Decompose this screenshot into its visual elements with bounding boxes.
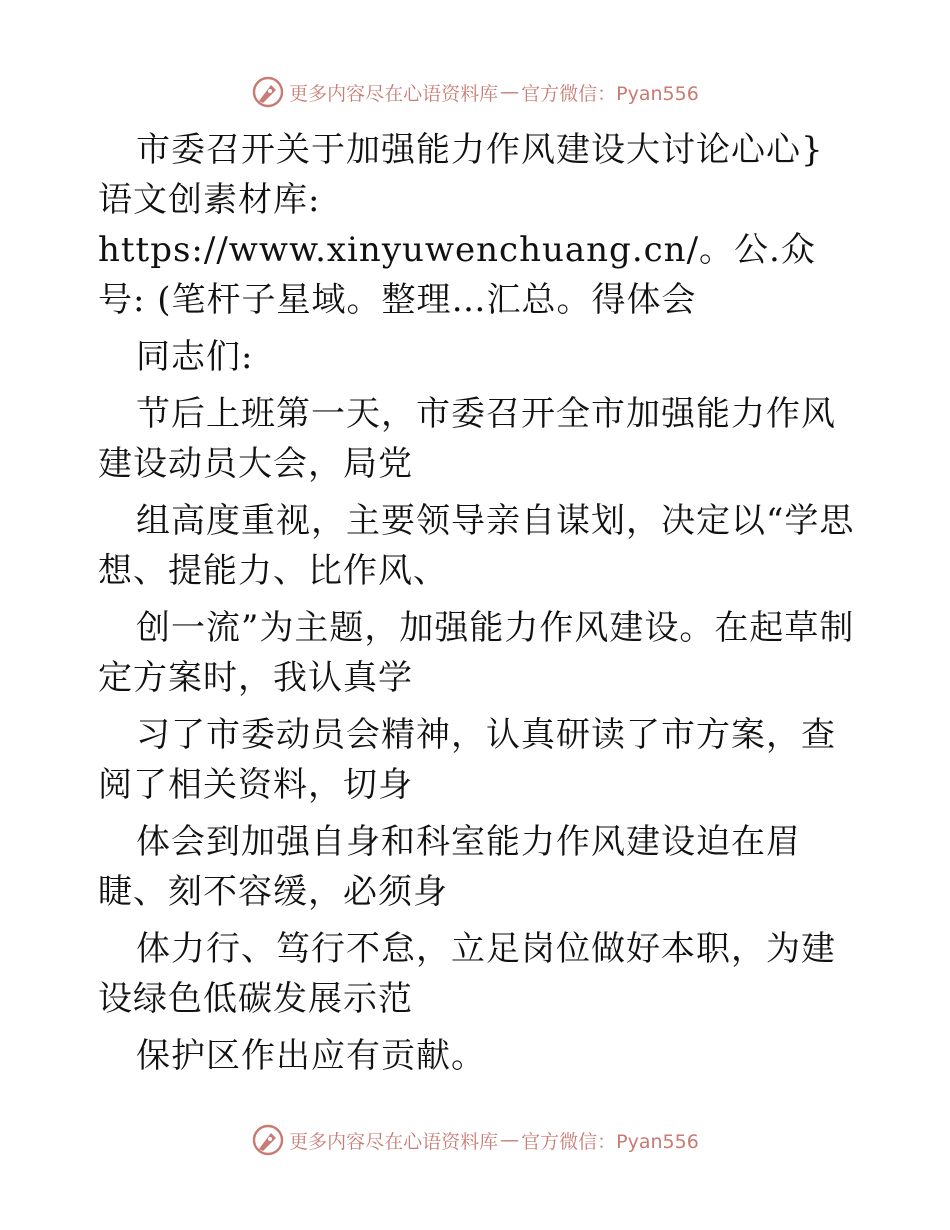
pen-nib-logo-icon [251, 75, 285, 109]
paragraph: 同志们: [136, 337, 254, 377]
header-watermark [0, 72, 950, 112]
watermark-wechat: 官方微信：Pyan556 [521, 82, 699, 105]
watermark-separator: — [500, 81, 520, 103]
watermark-wechat: 官方微信：Pyan556 [521, 1130, 699, 1153]
paragraph: 体会到加强自身和科室能力作风建设迫在眉睫、刻不容缓，必须身 [98, 822, 801, 912]
footer-watermark [0, 1120, 950, 1160]
paragraph: 体力行、笃行不怠，立足岗位做好本职，为建设绿色低碳发展示范 [98, 929, 836, 1019]
paragraph: 组高度重视，主要领导亲自谋划，决定以“学思想、提能力、比作风、 [98, 501, 855, 591]
watermark-separator: — [500, 1129, 520, 1151]
paragraph: 节后上班第一天，市委召开全市加强能力作风建设动员大会，局党 [98, 394, 836, 484]
paragraph: 创一流”为主题，加强能力作风建设。在起草制定方案时，我认真学 [98, 608, 855, 698]
paragraph: 保护区作出应有贡献。 [136, 1036, 486, 1076]
watermark-text: 更多内容尽在心语资料库 [289, 82, 499, 105]
paragraph: 习了市委动员会精神，认真研读了市方案，查阅了相关资料，切身 [98, 715, 836, 805]
document-body [98, 125, 858, 1088]
paragraph: 市委召开关于加强能力作风建设大讨论心心}语文创素材库: https://www.xinyuwenchuang.cn/。公.众号: (笔杆子星域。整理…汇总。得体会 [98, 130, 824, 320]
pen-nib-logo-icon [251, 1123, 285, 1157]
watermark-text: 更多内容尽在心语资料库 [289, 1130, 499, 1153]
